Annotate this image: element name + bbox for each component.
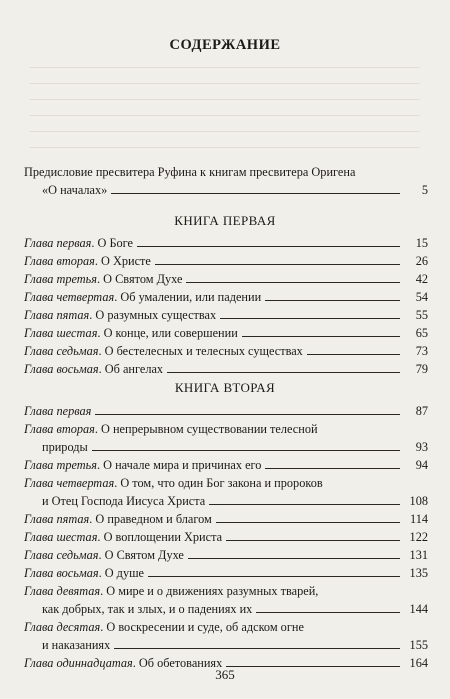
chapter-label: Глава вторая [24, 254, 95, 268]
chapter-page-number: 114 [410, 512, 428, 526]
chapter-label: Глава первая [24, 404, 92, 418]
chapter-label: Глава шестая [24, 326, 98, 340]
chapter-label: Глава десятая [24, 620, 101, 634]
toc-entry [24, 306, 428, 324]
chapter-title: . О Христе [94, 254, 151, 268]
leader-line [148, 576, 400, 577]
chapter-title: . О мире и о движениях разумных тварей, [100, 584, 319, 598]
chapter-label: Глава четвертая [24, 290, 115, 304]
toc-entry [24, 546, 428, 564]
chapter-label: Глава восьмая [24, 362, 99, 376]
chapter-page-number: 131 [409, 548, 428, 562]
chapter-title-continuation: и Отец Господа Иисуса Христа [42, 494, 206, 508]
leader-line [188, 558, 400, 559]
preface-line-2: «О началах» [42, 183, 108, 197]
chapter-page-number: 55 [415, 308, 428, 322]
leader-line [155, 264, 400, 265]
chapter-title: . О разумных существах [89, 308, 217, 322]
toc-entry [24, 234, 428, 252]
chapter-page-number: 122 [409, 530, 428, 544]
chapter-title: . О бестелесных и телесных существах [98, 344, 303, 358]
book-one-heading: КНИГА ПЕРВАЯ [174, 213, 276, 228]
chapter-label: Глава седьмая [24, 548, 99, 562]
leader-line [216, 522, 400, 523]
chapter-title: . О воскресении и суде, об адском огне [100, 620, 304, 634]
toc-entry [24, 456, 428, 474]
toc-entry-continuation [24, 636, 428, 654]
chapter-page-number: 15 [415, 236, 428, 250]
chapter-page-number: 42 [415, 272, 428, 286]
chapter-title-continuation: и наказаниях [42, 638, 111, 652]
toc-entry [24, 342, 428, 360]
leader-line [307, 354, 400, 355]
leader-line [92, 450, 400, 451]
page-title: СОДЕРЖАНИЕ [169, 37, 281, 53]
chapter-page-number: 164 [409, 656, 428, 670]
book-one-list [24, 234, 428, 378]
chapter-label: Глава пятая [24, 512, 90, 526]
leader-line [256, 612, 400, 613]
toc-entry [24, 564, 428, 582]
chapter-title: . О Боге [91, 236, 134, 250]
chapter-label: Глава вторая [24, 422, 95, 436]
chapter-label: Глава одиннадцатая [24, 656, 133, 670]
chapter-title: . Об обетованиях [132, 656, 223, 670]
toc-entry [24, 252, 428, 270]
chapter-title: . Об умалении, или падении [114, 290, 262, 304]
chapter-title: . О Святом Духе [97, 272, 183, 286]
chapter-page-number: 87 [415, 404, 428, 418]
toc-entry [24, 360, 428, 378]
chapter-title: . О праведном и благом [89, 512, 212, 526]
toc-entry [24, 324, 428, 342]
chapter-label: Глава четвертая [24, 476, 115, 490]
chapter-title: . О непрерывном существовании телесной [94, 422, 318, 436]
leader-line [209, 504, 400, 505]
page-number: 365 [215, 667, 235, 682]
chapter-page-number: 93 [415, 440, 428, 454]
book-two-list [24, 402, 428, 672]
chapter-title: . О том, что один Бог закона и пророков [114, 476, 323, 490]
toc-entry [24, 270, 428, 288]
leader-line [167, 372, 400, 373]
leader-line [137, 246, 400, 247]
chapter-title: . О Святом Духе [98, 548, 184, 562]
toc-entry [24, 402, 428, 420]
toc-entry [24, 288, 428, 306]
chapter-page-number: 73 [415, 344, 428, 358]
chapter-page-number: 54 [415, 290, 428, 304]
leader-line [265, 468, 400, 469]
leader-line [111, 193, 400, 194]
chapter-title: . О душе [98, 566, 145, 580]
chapter-title-continuation: природы [42, 440, 88, 454]
chapter-page-number: 155 [409, 638, 428, 652]
chapter-label: Глава седьмая [24, 344, 99, 358]
chapter-label: Глава пятая [24, 308, 90, 322]
chapter-label: Глава третья [24, 272, 97, 286]
chapter-label: Глава шестая [24, 530, 98, 544]
toc-entry-continuation [24, 438, 428, 456]
book-two-heading: КНИГА ВТОРАЯ [174, 380, 276, 395]
toc-entry-continuation [24, 600, 428, 618]
chapter-page-number: 108 [409, 494, 428, 508]
preface-line-1: Предисловие пресвитера Руфина к книгам пресвитера Оригена [24, 165, 356, 179]
chapter-page-number: 79 [415, 362, 428, 376]
toc-entry-continuation [24, 492, 428, 510]
chapter-title: . О конце, или совершении [97, 326, 238, 340]
leader-line [220, 318, 400, 319]
leader-line [114, 648, 400, 649]
chapter-title: . Об ангелах [98, 362, 164, 376]
bleed-through-texture [30, 55, 420, 145]
chapter-page-number: 94 [415, 458, 428, 472]
preface-page: 5 [421, 183, 428, 197]
toc-entry [24, 474, 428, 492]
leader-line [226, 540, 400, 541]
leader-line [242, 336, 400, 337]
leader-line [265, 300, 400, 301]
toc-entry [24, 582, 428, 600]
toc-entry [24, 510, 428, 528]
chapter-page-number: 135 [409, 566, 428, 580]
chapter-page-number: 144 [409, 602, 428, 616]
chapter-label: Глава девятая [24, 584, 101, 598]
toc-entry [24, 420, 428, 438]
preface-entry [24, 163, 428, 199]
chapter-label: Глава восьмая [24, 566, 99, 580]
chapter-title: . О воплощении Христа [97, 530, 223, 544]
chapter-title-continuation: как добрых, так и злых, и о падениях их [42, 602, 253, 616]
chapter-title: . О начале мира и причинах его [97, 458, 262, 472]
chapter-page-number: 26 [415, 254, 428, 268]
chapter-label: Глава третья [24, 458, 97, 472]
toc-entry [24, 618, 428, 636]
leader-line [186, 282, 400, 283]
chapter-page-number: 65 [415, 326, 428, 340]
chapter-label: Глава первая [24, 236, 92, 250]
leader-line [95, 414, 400, 415]
toc-entry [24, 528, 428, 546]
